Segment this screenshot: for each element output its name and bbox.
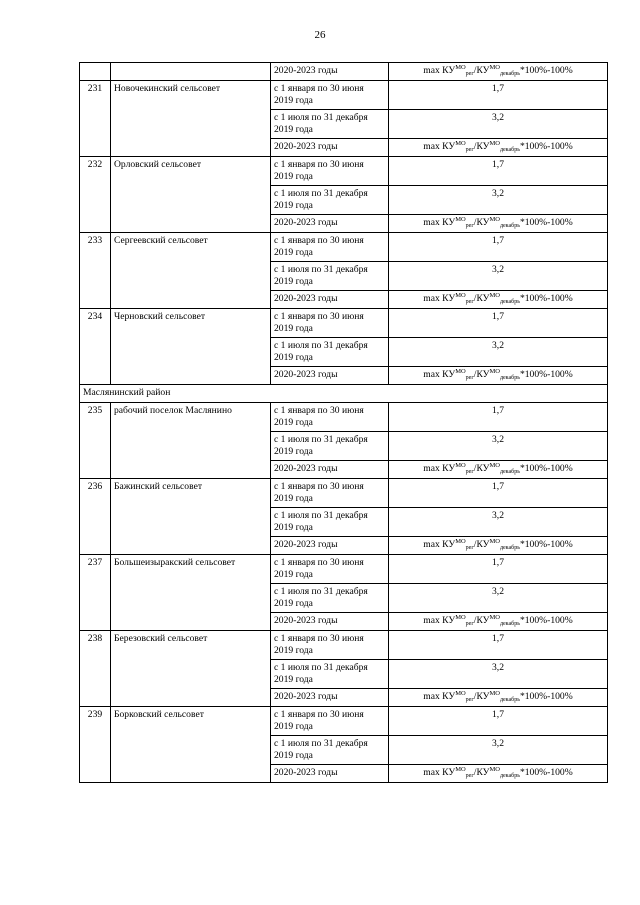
cell-value: 1,7 bbox=[389, 555, 608, 584]
cell-value: 3,2 bbox=[389, 186, 608, 215]
cell-name: Орловский сельсовет bbox=[111, 157, 271, 233]
cell-period: с 1 июля по 31 декабря 2019 года bbox=[271, 262, 389, 291]
cell-value: 1,7 bbox=[389, 309, 608, 338]
cell-period: с 1 января по 30 июня 2019 года bbox=[271, 81, 389, 110]
table-row bbox=[80, 157, 608, 186]
cell-formula: $\max КУ^{МО}_{рег}/КУ^{МО}_{декабрь}*100\%-100\%$ bbox=[389, 461, 608, 479]
table-row bbox=[80, 309, 608, 338]
cell-period: с 1 июля по 31 декабря 2019 года bbox=[271, 584, 389, 613]
cell-value: 3,2 bbox=[389, 110, 608, 139]
table-row bbox=[80, 81, 608, 110]
cell-value: 3,2 bbox=[389, 262, 608, 291]
cell-number: 237 bbox=[80, 555, 111, 631]
cell-formula: $\max КУ^{МО}_{рег}/КУ^{МО}_{декабрь}*100\%-100\%$ bbox=[389, 291, 608, 309]
cell-period: с 1 января по 30 июня 2019 года bbox=[271, 309, 389, 338]
cell-formula: $\max КУ^{МО}_{рег}/КУ^{МО}_{декабрь}*100\%-100\%$ bbox=[389, 63, 608, 81]
cell-number bbox=[80, 63, 111, 81]
cell-value: 3,2 bbox=[389, 584, 608, 613]
cell-number: 233 bbox=[80, 233, 111, 309]
cell-name: Новочекинский сельсовет bbox=[111, 81, 271, 157]
table-row bbox=[80, 555, 608, 584]
cell-value: 3,2 bbox=[389, 432, 608, 461]
table-row bbox=[80, 403, 608, 432]
table-row bbox=[80, 233, 608, 262]
cell-period: с 1 января по 30 июня 2019 года bbox=[271, 555, 389, 584]
cell-period: 2020-2023 годы bbox=[271, 215, 389, 233]
cell-formula: $\max КУ^{МО}_{рег}/КУ^{МО}_{декабрь}*100\%-100\%$ bbox=[389, 215, 608, 233]
cell-name: Черновский сельсовет bbox=[111, 309, 271, 385]
cell-period: с 1 июля по 31 декабря 2019 года bbox=[271, 660, 389, 689]
cell-period: с 1 июля по 31 декабря 2019 года bbox=[271, 508, 389, 537]
cell-formula: $\max КУ^{МО}_{рег}/КУ^{МО}_{декабрь}*100\%-100\%$ bbox=[389, 537, 608, 555]
cell-period: с 1 июля по 31 декабря 2019 года bbox=[271, 186, 389, 215]
cell-number: 236 bbox=[80, 479, 111, 555]
cell-period: с 1 июля по 31 декабря 2019 года bbox=[271, 432, 389, 461]
cell-number: 238 bbox=[80, 631, 111, 707]
cell-formula: $\max КУ^{МО}_{рег}/КУ^{МО}_{декабрь}*100\%-100\%$ bbox=[389, 613, 608, 631]
cell-name: Борковский сельсовет bbox=[111, 707, 271, 783]
cell-period: с 1 января по 30 июня 2019 года bbox=[271, 631, 389, 660]
cell-number: 232 bbox=[80, 157, 111, 233]
cell-value: 3,2 bbox=[389, 736, 608, 765]
cell-value: 1,7 bbox=[389, 81, 608, 110]
cell-name bbox=[111, 63, 271, 81]
cell-period: с 1 июля по 31 декабря 2019 года bbox=[271, 338, 389, 367]
cell-value: 1,7 bbox=[389, 479, 608, 508]
cell-name: Сергеевский сельсовет bbox=[111, 233, 271, 309]
page-number: 26 bbox=[314, 29, 326, 41]
cell-period: 2020-2023 годы bbox=[271, 367, 389, 385]
cell-formula: $\max КУ^{МО}_{рег}/КУ^{МО}_{декабрь}*100\%-100\%$ bbox=[389, 689, 608, 707]
cell-period: 2020-2023 годы bbox=[271, 765, 389, 783]
cell-period: с 1 января по 30 июня 2019 года bbox=[271, 707, 389, 736]
cell-period: с 1 июля по 31 декабря 2019 года bbox=[271, 110, 389, 139]
cell-period: с 1 января по 30 июня 2019 года bbox=[271, 233, 389, 262]
cell-name: Бажинский сельсовет bbox=[111, 479, 271, 555]
cell-formula: $\max КУ^{МО}_{рег}/КУ^{МО}_{декабрь}*100\%-100\%$ bbox=[389, 367, 608, 385]
table-row bbox=[80, 707, 608, 736]
tariff-table bbox=[79, 62, 608, 783]
cell-period: 2020-2023 годы bbox=[271, 689, 389, 707]
cell-period: с 1 января по 30 июня 2019 года bbox=[271, 479, 389, 508]
cell-period: с 1 января по 30 июня 2019 года bbox=[271, 157, 389, 186]
cell-name: рабочий поселок Маслянино bbox=[111, 403, 271, 479]
cell-period: 2020-2023 годы bbox=[271, 613, 389, 631]
cell-value: 3,2 bbox=[389, 508, 608, 537]
table-row bbox=[80, 479, 608, 508]
region-title: Маслянинский район bbox=[80, 385, 608, 403]
region-row bbox=[80, 385, 608, 403]
table-row-continuation bbox=[80, 63, 608, 81]
cell-number: 231 bbox=[80, 81, 111, 157]
cell-period: 2020-2023 годы bbox=[271, 63, 389, 81]
cell-value: 1,7 bbox=[389, 403, 608, 432]
cell-period: 2020-2023 годы bbox=[271, 461, 389, 479]
cell-number: 235 bbox=[80, 403, 111, 479]
cell-value: 1,7 bbox=[389, 631, 608, 660]
cell-value: 3,2 bbox=[389, 660, 608, 689]
cell-number: 234 bbox=[80, 309, 111, 385]
cell-period: 2020-2023 годы bbox=[271, 537, 389, 555]
cell-formula: $\max КУ^{МО}_{рег}/КУ^{МО}_{декабрь}*100\%-100\%$ bbox=[389, 765, 608, 783]
cell-value: 1,7 bbox=[389, 157, 608, 186]
cell-value: 1,7 bbox=[389, 233, 608, 262]
cell-formula: $\max КУ^{МО}_{рег}/КУ^{МО}_{декабрь}*100\%-100\%$ bbox=[389, 139, 608, 157]
cell-value: 3,2 bbox=[389, 338, 608, 367]
cell-number: 239 bbox=[80, 707, 111, 783]
table-row bbox=[80, 631, 608, 660]
cell-period: 2020-2023 годы bbox=[271, 291, 389, 309]
cell-period: с 1 июля по 31 декабря 2019 года bbox=[271, 736, 389, 765]
cell-period: 2020-2023 годы bbox=[271, 139, 389, 157]
cell-period: с 1 января по 30 июня 2019 года bbox=[271, 403, 389, 432]
cell-value: 1,7 bbox=[389, 707, 608, 736]
cell-name: Березовский сельсовет bbox=[111, 631, 271, 707]
cell-name: Большеизыракский сельсовет bbox=[111, 555, 271, 631]
